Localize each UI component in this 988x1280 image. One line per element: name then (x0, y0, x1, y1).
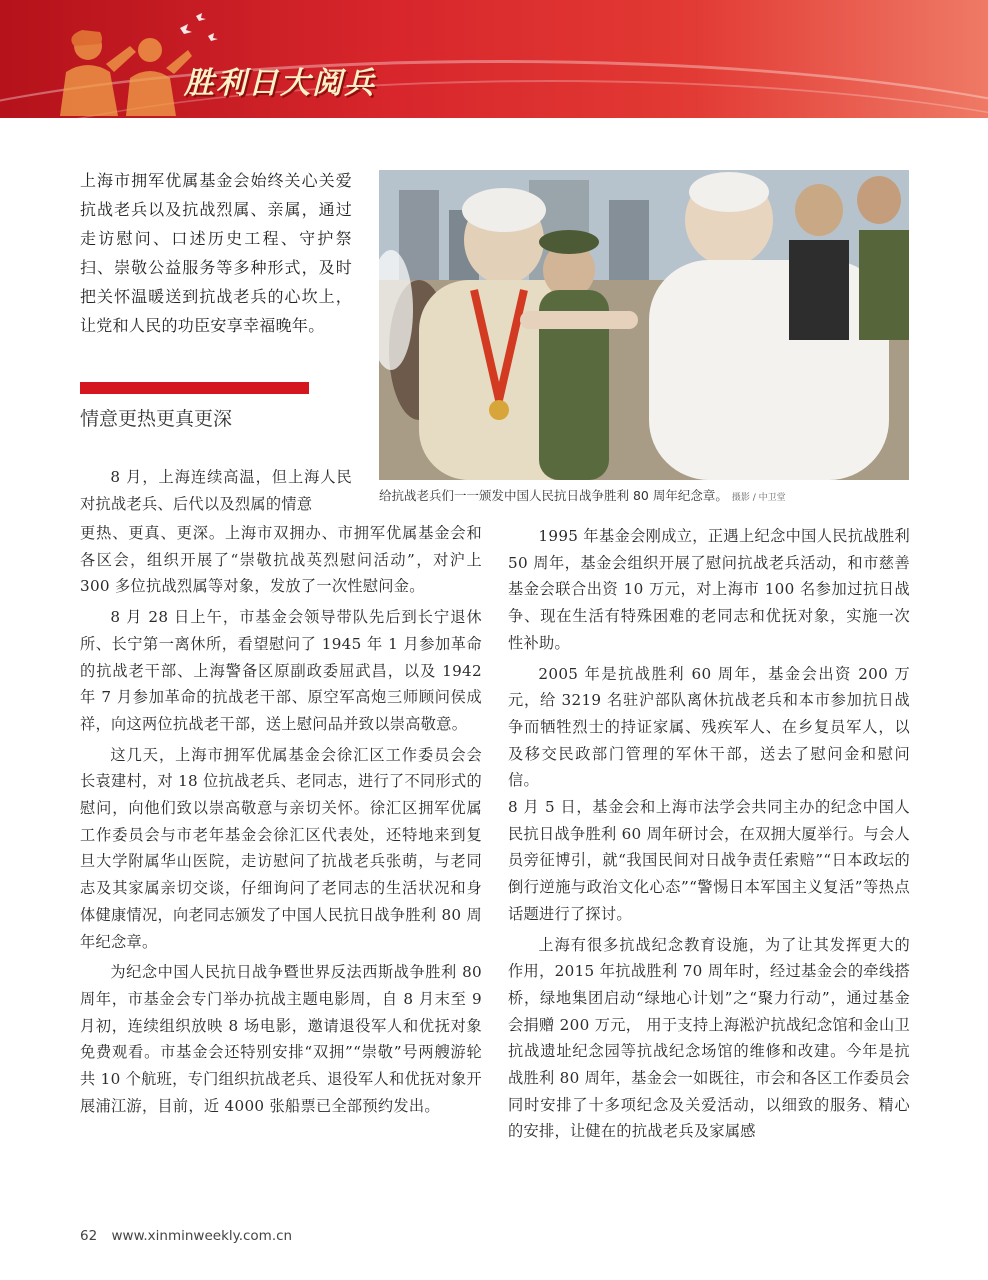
article-photo (379, 170, 909, 480)
header-banner (0, 0, 988, 118)
page-number: 62 (80, 1228, 98, 1244)
banner-title: 胜利日大阅兵 (184, 66, 376, 101)
left-column-para1-top: 8 月，上海连续高温，但上海人民对抗战老兵、后代以及烈属的情意 (80, 468, 352, 513)
section-heading: 情意更热更真更深 (80, 408, 233, 430)
site-url: www.xinminweekly.com.cn (111, 1228, 293, 1244)
photo-credit: 摄影 / 中卫堂 (731, 493, 786, 503)
veterans-medal-photo (379, 170, 909, 480)
left-column-body: 更热、更真、更深。上海市双拥办、市拥军优属基金会和各区会，组织开展了“崇敬抗战英烈慰问活动”，对沪上 300 多位抗战烈属等对象，发放了一次性慰问金。 8 月 28 日上午，市基金会领导带队先后到长宁退休所、长宁第一离休所，看望慰问了 1945 年 1 月参加革命的抗战老干部、上海警备区原副政委屈武昌，以及 1942 年 7 月参加革命的抗战老干部、原空军高炮三师顾问侯成祥，向这两位抗战老干部，送上慰问品并致以崇高敬意。 这几天，上海市拥军优属基金会徐汇区工作委员会会长袁建村，对 18 位抗战老兵、老同志，进行了不同形式的慰问，向他们致以崇高敬意与亲切关怀。徐汇区拥军优属工作委员会与市老年基金会徐汇区代表处，还特地来到复旦大学附属华山医院，走访慰问了抗战老兵张萌，与老同志及其家属亲切交谈，仔细询问了老同志的生活状况和身体健康情况，向老同志颁发了中国人民抗日战争胜利 80 周年纪念章。 为纪念中国人民抗日战争暨世界反法西斯战争胜利 80 周年，市基金会专门举办抗战主题电影周，自 8 月末至 9 月初，连续组织放映 8 场电影，邀请退役军人和优抚对象免费观看。市基金会还特别安排“双拥”“崇敬”号两艘游轮共 10 个航班，专门组织抗战老兵、退役军人和优抚对象开展浦江游，目前，近 4000 张船票已全部预约发出。 (80, 524, 482, 1115)
section-divider-bar (80, 382, 309, 394)
photo-caption: 给抗战老兵们一一颁发中国人民抗日战争胜利 80 周年纪念章。 摄影 / 中卫堂 (379, 488, 786, 503)
right-column-body: 1995 年基金会刚成立，正遇上纪念中国人民抗战胜利 50 周年，基金会组织开展了慰问抗战老兵活动，和市慈善基金会联合出资 10 万元，对上海市 100 名参加过抗日战争、现在生活有特殊困难的老同志和优抚对象，实施一次性补助。 2005 年是抗战胜利 60 周年，基金会出资 200 万元，给 3219 名驻沪部队离休抗战老兵和本市参加抗日战争而牺牲烈士的持证家属、残疾军人、在乡复员军人，以及移交民政部门管理的军休干部，送去了慰问金和慰问信。 8 月 5 日，基金会和上海市法学会共同主办的纪念中国人民抗日战争胜利 60 周年研讨会，在双拥大厦举行。与会人员旁征博引，就“我国民间对日战争责任索赔”“日本政坛的倒行逆施与政治文化心态”“警惕日本军国主义复活”等热点话题进行了探讨。 上海有很多抗战纪念教育设施，为了让其发挥更大的作用，2015 年抗战胜利 70 周年时，经过基金会的牵线搭桥，绿地集团启动“绿地心计划”之“聚力行动”，通过基金会捐赠 200 万元， 用于支持上海淞沪抗战纪念馆和金山卫抗战遗址纪念园等抗战纪念场馆的维修和改建。今年是抗战胜利 80 周年，基金会一如既往，市会和各区工作委员会同时安排了十多项纪念及关爱活动，以细致的服务、精心的安排，让健在的抗战老兵及家属感 (508, 527, 910, 1141)
intro-text: 上海市拥军优属基金会始终关心关爱抗战老兵以及抗战烈属、亲属，通过走访慰问、口述历史工程、守护祭扫、崇敬公益服务等多种形式，及时把关怀温暖送到抗战老兵的心坎上，让党和人民的功臣安享幸福晚年。 (80, 171, 352, 335)
page-footer (80, 1228, 292, 1244)
